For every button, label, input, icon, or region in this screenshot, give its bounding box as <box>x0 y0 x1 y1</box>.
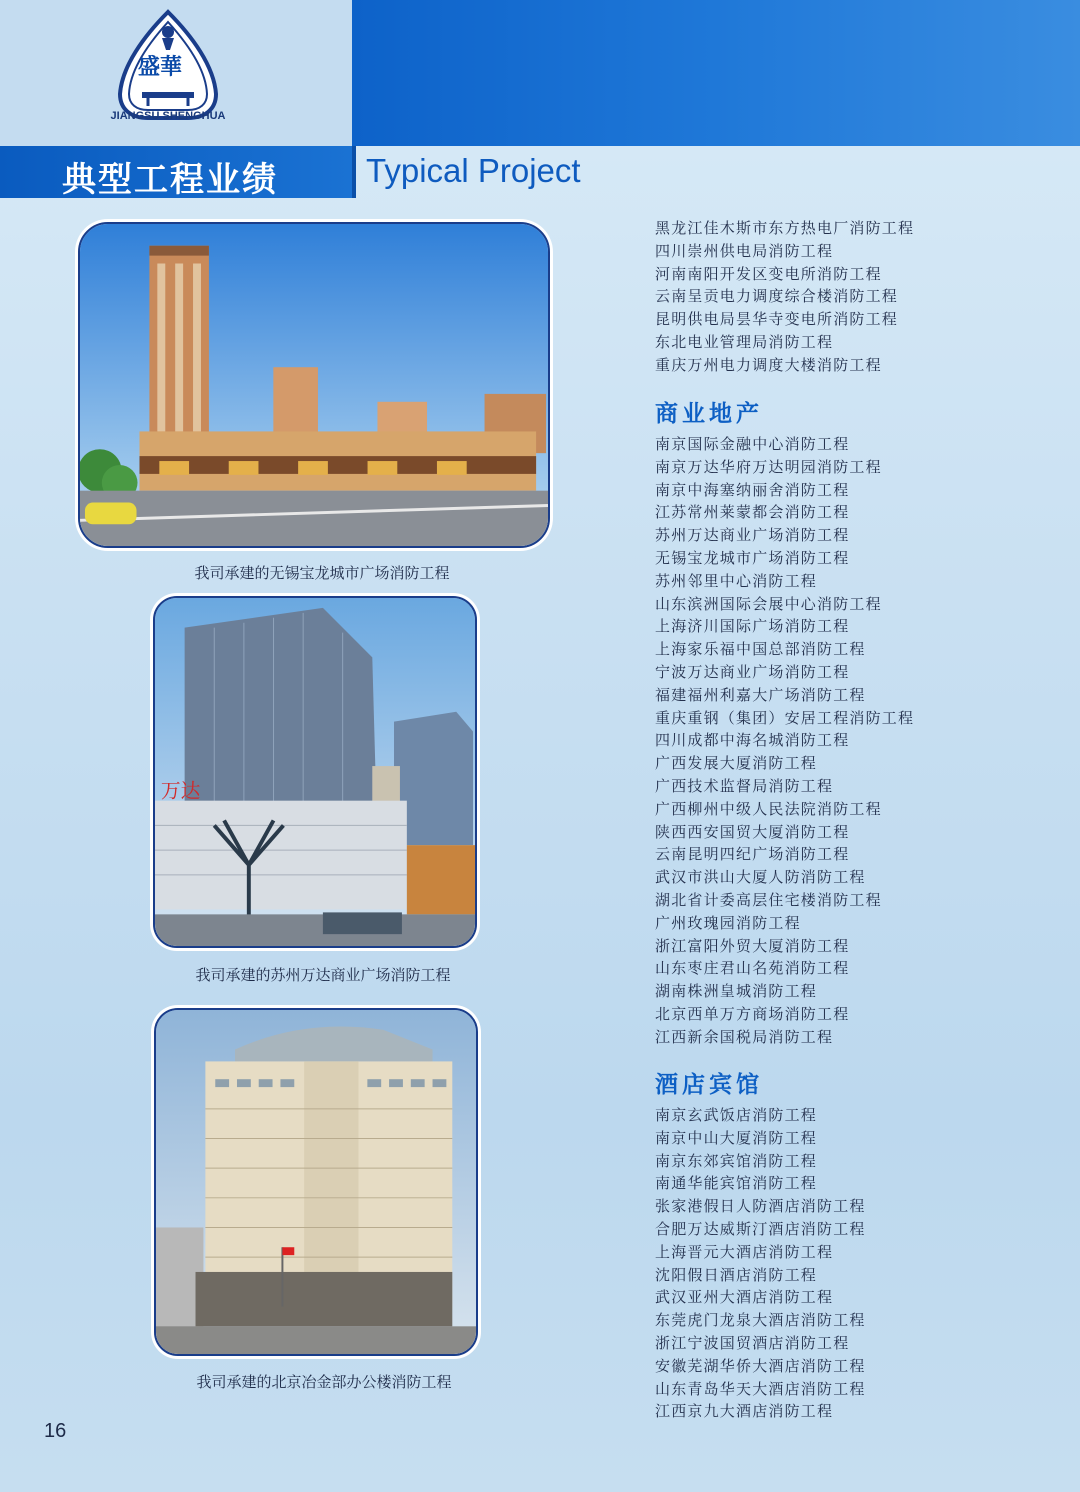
list-item: 东北电业管理局消防工程 <box>655 332 834 351</box>
list-item: 安徽芜湖华侨大酒店消防工程 <box>655 1356 866 1375</box>
list-item: 昆明供电局昙华寺变电所消防工程 <box>655 310 899 329</box>
list-item: 福建福州利嘉大广场消防工程 <box>655 685 866 704</box>
project-photo-wuxi-baolong <box>78 222 550 548</box>
list-item: 山东青岛华天大酒店消防工程 <box>655 1379 866 1398</box>
section-heading-hotels: 酒店宾馆 <box>655 1072 763 1098</box>
list-item: 重庆万州电力调度大楼消防工程 <box>655 355 882 374</box>
list-item: 东莞虎门龙泉大酒店消防工程 <box>655 1311 866 1330</box>
list-item: 北京西单万方商场消防工程 <box>655 1004 850 1023</box>
section-heading-commercial: 商业地产 <box>655 401 763 427</box>
list-item: 武汉市洪山大厦人防消防工程 <box>655 868 866 887</box>
list-item: 上海济川国际广场消防工程 <box>655 617 850 636</box>
list-item: 南京万达华府万达明园消防工程 <box>655 457 882 476</box>
list-item: 南京中海塞纳丽舍消防工程 <box>655 480 850 499</box>
list-item: 南京玄武饭店消防工程 <box>655 1106 818 1124</box>
project-photo-beijing-office <box>154 1008 478 1356</box>
svg-text:万达: 万达 <box>160 779 201 803</box>
list-item: 广西技术监督局消防工程 <box>655 776 834 795</box>
list-item: 四川崇州供电局消防工程 <box>655 241 834 260</box>
list-item: 江苏常州莱蒙都会消防工程 <box>655 503 850 522</box>
list-item: 江西新余国税局消防工程 <box>655 1027 834 1046</box>
list-item: 湖南株洲皇城消防工程 <box>655 982 818 1001</box>
title-band-divider <box>352 146 356 198</box>
list-item: 浙江宁波国贸酒店消防工程 <box>655 1333 850 1352</box>
list-item: 苏州万达商业广场消防工程 <box>655 526 850 545</box>
hotel-project-list <box>655 1104 866 1423</box>
list-item: 武汉亚州大酒店消防工程 <box>655 1288 834 1307</box>
list-item: 广西柳州中级人民法院消防工程 <box>655 799 882 818</box>
power-project-list <box>655 217 914 377</box>
photo-caption-3: 我司承建的北京冶金部办公楼消防工程 <box>196 1373 452 1391</box>
list-item: 陕西西安国贸大厦消防工程 <box>655 822 850 841</box>
list-item: 重庆重钢（集团）安居工程消防工程 <box>655 708 915 727</box>
list-item: 张家港假日人防酒店消防工程 <box>655 1197 866 1216</box>
photo-caption-2: 我司承建的苏州万达商业广场消防工程 <box>195 966 451 984</box>
project-photo-suzhou-wanda <box>153 596 477 948</box>
list-item: 浙江富阳外贸大厦消防工程 <box>655 936 850 955</box>
list-item: 南京东郊宾馆消防工程 <box>655 1151 818 1170</box>
list-item: 南京国际金融中心消防工程 <box>655 435 850 453</box>
photo-caption-1: 我司承建的无锡宝龙城市广场消防工程 <box>194 564 450 582</box>
list-item: 广西发展大厦消防工程 <box>655 754 818 773</box>
list-item: 宁波万达商业广场消防工程 <box>655 662 850 681</box>
list-item: 上海晋元大酒店消防工程 <box>655 1242 834 1261</box>
list-item: 山东滨洲国际会展中心消防工程 <box>655 594 882 613</box>
list-item: 苏州邻里中心消防工程 <box>655 571 818 590</box>
logo-caption: JIANGSU SHENGHUA <box>110 110 226 122</box>
list-item: 云南呈贡电力调度综合楼消防工程 <box>655 287 899 306</box>
list-item: 湖北省计委高层住宅楼消防工程 <box>655 890 882 909</box>
list-item: 四川成都中海名城消防工程 <box>655 731 850 750</box>
top-banner <box>352 0 1080 146</box>
list-item: 沈阳假日酒店消防工程 <box>655 1265 818 1284</box>
page-title-chinese: 典型工程业绩 <box>62 160 278 200</box>
list-item: 上海家乐福中国总部消防工程 <box>655 640 866 659</box>
list-item: 南通华能宾馆消防工程 <box>655 1174 818 1193</box>
list-item: 黑龙江佳木斯市东方热电厂消防工程 <box>655 219 915 237</box>
page-title-english: Typical Project <box>366 152 581 189</box>
list-item: 无锡宝龙城市广场消防工程 <box>655 548 850 567</box>
commercial-project-list <box>655 433 914 1049</box>
list-item: 南京中山大厦消防工程 <box>655 1128 818 1147</box>
list-item: 江西京九大酒店消防工程 <box>655 1402 834 1421</box>
list-item: 云南昆明四纪广场消防工程 <box>655 845 850 864</box>
list-item: 合肥万达威斯汀酒店消防工程 <box>655 1219 866 1238</box>
page-number: 16 <box>44 1420 67 1442</box>
logo-chinese-characters: 盛華 <box>138 54 183 80</box>
list-item: 河南南阳开发区变电所消防工程 <box>655 264 882 283</box>
list-item: 广州玫瑰园消防工程 <box>655 913 801 932</box>
list-item: 山东枣庄君山名苑消防工程 <box>655 959 850 978</box>
